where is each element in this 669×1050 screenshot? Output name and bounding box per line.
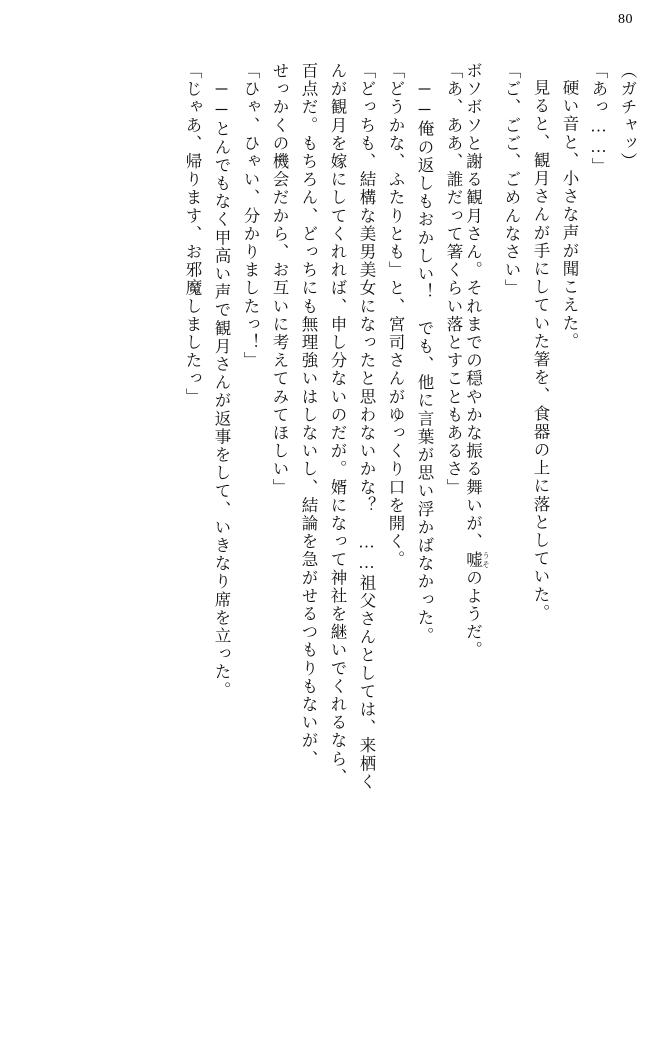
text-line: 百点だ。もちろん、どっちにも無理強いはしないし、結論を急がせるつもりもないが、 xyxy=(299,62,318,768)
vertical-text-body xyxy=(30,62,635,1008)
text-line: ボソボソと謝る観月さん。それまでの穏やかな振る舞いが、嘘 うそのようだ。 xyxy=(463,62,491,660)
text-line: んが観月を嫁にしてくれれば、申し分ないのだが。婿になって神社を継いでくれるなら、 xyxy=(328,62,347,786)
text-line: 「あ、ああ、誰だって箸くらい落とすこともあるさ」 xyxy=(444,62,463,497)
page-number: 80 xyxy=(618,12,633,27)
text-line: 「じゃあ、帰ります、お邪魔しましたっ」 xyxy=(183,62,202,406)
text-line: せっかくの機会だから、お互いに考えてみてほしい」 xyxy=(270,62,289,497)
text-line: ──とんでもなく甲高い声で観月さんが返事をして、いきなり席を立った。 xyxy=(212,79,231,700)
text-line: 硬い音と、小さな声が聞こえた。 xyxy=(560,79,579,351)
text-line: 「どっちも、結構な美男美女になったと思わないかな？ ……祖父さんとしては、来栖く xyxy=(357,62,376,791)
text-line: （ガチャッ） xyxy=(618,62,637,171)
text-line: 「どうかな、ふたりとも」と、宮司さんがゆっくり口を開く。 xyxy=(386,62,405,569)
text-line: ──俺の返しもおかしい！ でも、他に言葉が思い浮かばなかった。 xyxy=(415,79,434,646)
text-line: 「ひゃ、ひゃい、分かりましたっ！」 xyxy=(241,62,260,370)
text-line: 見ると、観月さんが手にしていた箸を、食器の上に落としていた。 xyxy=(531,79,550,622)
text-line: 「ご、ごご、ごめんなさい」 xyxy=(502,62,521,298)
text-line: 「あっ……」 xyxy=(589,62,608,176)
